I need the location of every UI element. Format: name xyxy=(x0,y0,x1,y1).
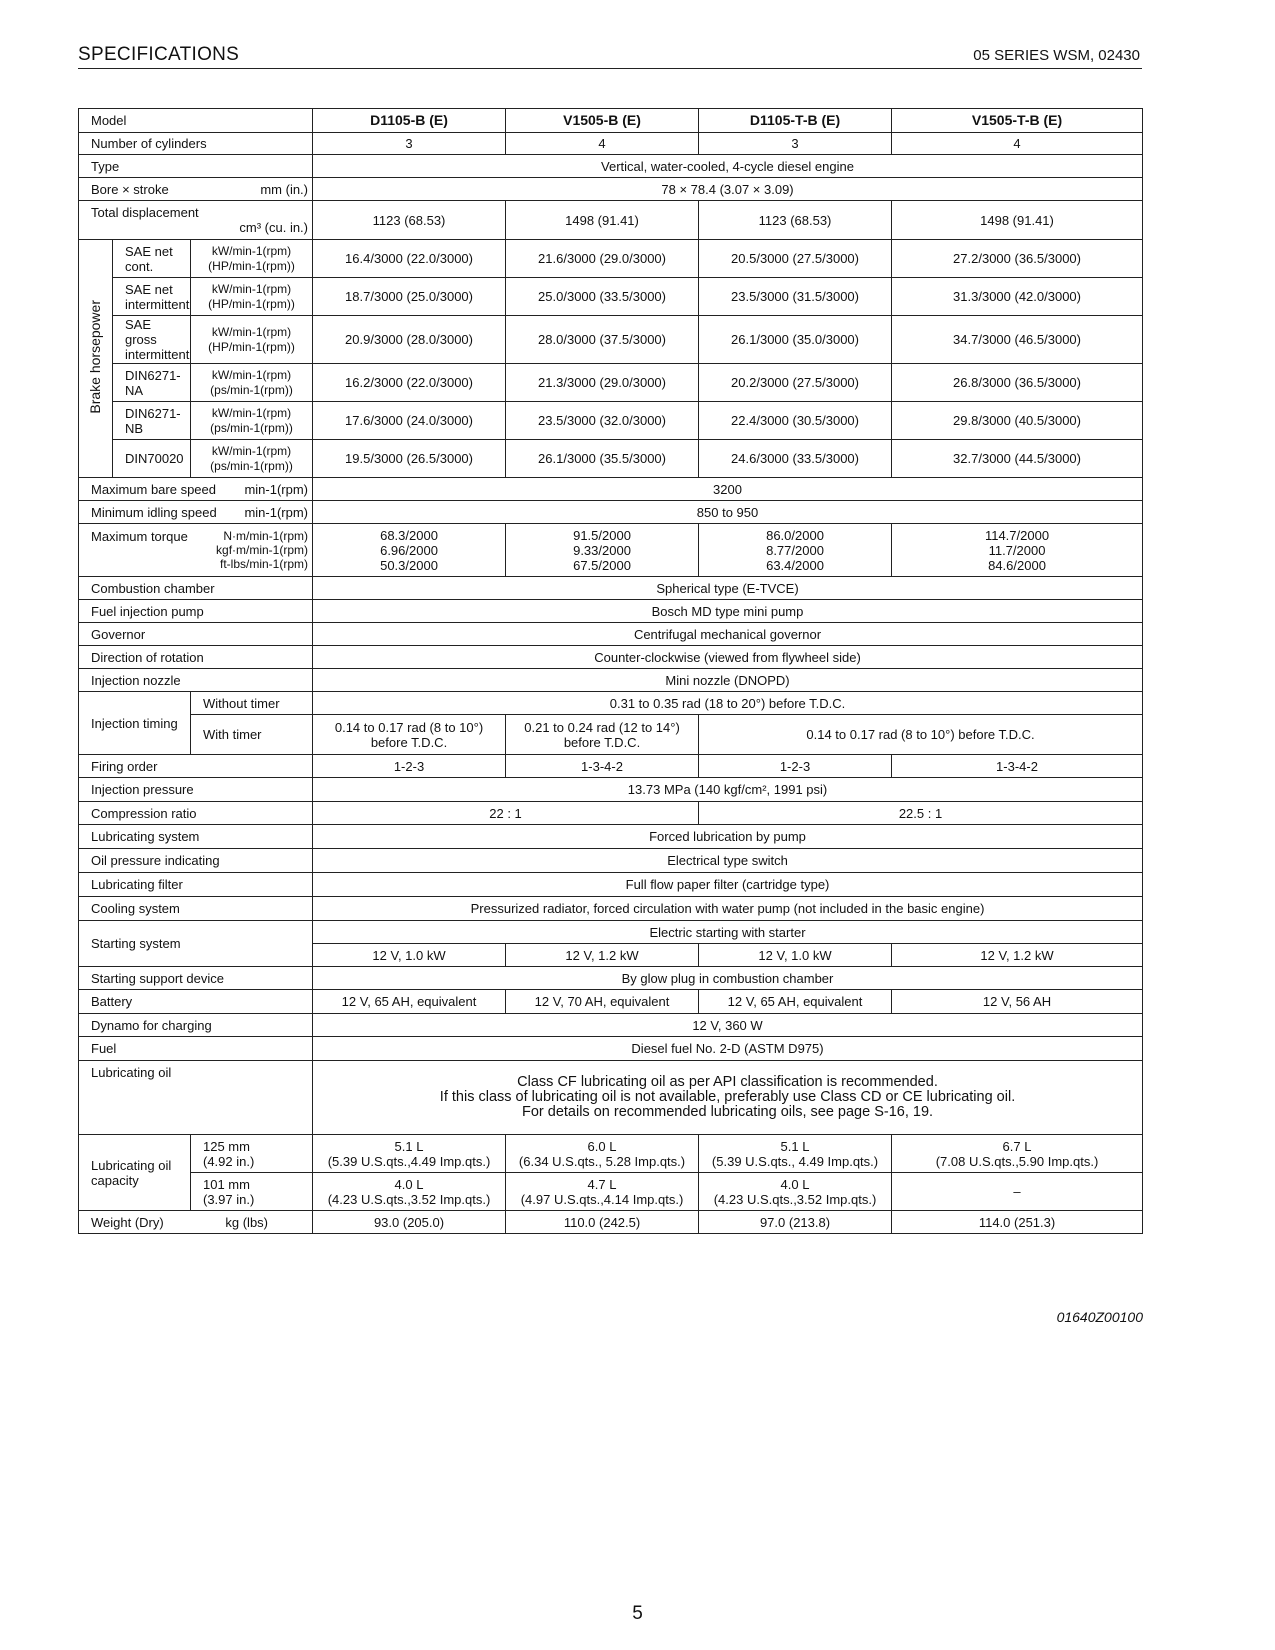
sub-label: 125 mm xyxy=(203,1138,250,1154)
spec-row xyxy=(79,577,1143,600)
value-cell: 1-3-4-2 xyxy=(506,755,699,778)
value-cell xyxy=(313,715,506,755)
value: 5.1 L xyxy=(780,1138,810,1154)
value-cell: Electrical type switch xyxy=(313,849,1143,873)
engine-specifications-table xyxy=(78,108,1143,1234)
unit-label: ft-lbs/min-1(rpm) xyxy=(220,557,309,571)
displacement-row xyxy=(79,201,1143,240)
injection-pressure-row xyxy=(79,778,1143,802)
sub-label: With timer xyxy=(191,715,313,755)
value-cell: 28.0/3000 (37.5/3000) xyxy=(506,316,699,364)
value-cell: 17.6/3000 (24.0/3000) xyxy=(313,402,506,440)
spec-row xyxy=(79,849,1143,873)
row-label: Fuel xyxy=(79,1037,313,1061)
bhp-type: DIN6271-NA xyxy=(113,364,191,402)
row-label: Battery xyxy=(79,990,313,1014)
value-cell: Spherical type (E-TVCE) xyxy=(313,577,1143,600)
value: (4.23 U.S.qts.,3.52 Imp.qts.) xyxy=(327,1191,491,1207)
unit-label: kg (lbs) xyxy=(225,1214,269,1230)
spec-row xyxy=(79,623,1143,646)
value-cell: Electric starting with starter xyxy=(313,921,1143,944)
value-cell: 32.7/3000 (44.5/3000) xyxy=(892,440,1143,478)
value-cell: 3200 xyxy=(313,478,1143,501)
value-cell: 20.2/3000 (27.5/3000) xyxy=(699,364,892,402)
value-cell: 18.7/3000 (25.0/3000) xyxy=(313,278,506,316)
sub-label xyxy=(191,1173,313,1211)
bhp-units xyxy=(191,364,313,402)
bore-row xyxy=(79,178,1143,201)
figure-reference-code: 01640Z00100 xyxy=(1056,1309,1143,1325)
value: 5.1 L xyxy=(394,1138,424,1154)
oil-capacity-row xyxy=(79,1173,1143,1211)
row-label: Bore × stroke xyxy=(91,181,169,197)
value: 114.7/2000 xyxy=(984,527,1050,543)
value-cell: 29.8/3000 (40.5/3000) xyxy=(892,402,1143,440)
capacity-cell xyxy=(506,1135,699,1173)
injection-timing-row xyxy=(79,692,1143,715)
bhp-row xyxy=(79,402,1143,440)
value: (7.08 U.S.qts.,5.90 Imp.qts.) xyxy=(935,1153,1099,1169)
unit-label: min-1(rpm) xyxy=(244,504,309,520)
sub-label: 101 mm xyxy=(203,1176,250,1192)
row-label: Injection nozzle xyxy=(79,669,313,692)
value: 6.96/2000 xyxy=(380,542,438,558)
value-cell: 22 : 1 xyxy=(313,802,699,825)
value-cell: 114.0 (251.3) xyxy=(892,1211,1143,1234)
unit-label: kW/min-1(rpm) xyxy=(211,243,292,258)
value-cell: 97.0 (213.8) xyxy=(699,1211,892,1234)
row-label xyxy=(79,1211,313,1234)
sub-label xyxy=(191,1135,313,1173)
row-label: Maximum bare speed xyxy=(91,481,216,497)
value-cell: Mini nozzle (DNOPD) xyxy=(313,669,1143,692)
value-cell: 12 V, 1.2 kW xyxy=(506,944,699,967)
bhp-type: DIN70020 xyxy=(113,440,191,478)
specifications-table-body xyxy=(79,109,1143,1234)
bhp-type: SAE gross intermittent xyxy=(113,316,191,364)
value: (6.34 U.S.qts., 5.28 Imp.qts.) xyxy=(518,1153,686,1169)
page-header xyxy=(78,44,1142,69)
value: before T.D.C. xyxy=(370,734,448,750)
value-cell: 12 V, 70 AH, equivalent xyxy=(506,990,699,1014)
value-cell: 19.5/3000 (26.5/3000) xyxy=(313,440,506,478)
bhp-units xyxy=(191,440,313,478)
value: 50.3/2000 xyxy=(380,557,438,573)
capacity-cell xyxy=(313,1173,506,1211)
value: – xyxy=(1013,1184,1021,1199)
value-cell: 12 V, 1.2 kW xyxy=(892,944,1143,967)
value: 86.0/2000 xyxy=(766,527,824,543)
lubricating-oil-note xyxy=(313,1061,1143,1135)
row-label: Maximum torque xyxy=(91,529,188,544)
bhp-row xyxy=(79,240,1143,278)
value-cell: 26.1/3000 (35.0/3000) xyxy=(699,316,892,364)
note-line: Class CF lubricating oil as per API classification is recommended. xyxy=(517,1074,938,1090)
type-row xyxy=(79,155,1143,178)
brake-horsepower-label: Brake horsepower xyxy=(87,300,103,414)
dynamo-row xyxy=(79,1014,1143,1037)
value-cell: 850 to 950 xyxy=(313,501,1143,524)
value-cell: By glow plug in combustion chamber xyxy=(313,967,1143,990)
value: 8.77/2000 xyxy=(766,542,824,558)
bhp-row xyxy=(79,278,1143,316)
model-header: D1105-B (E) xyxy=(313,109,506,133)
start-support-row xyxy=(79,967,1143,990)
unit-label: cm³ (cu. in.) xyxy=(239,220,309,235)
value-cell: 3 xyxy=(699,133,892,155)
value-cell: 1-2-3 xyxy=(313,755,506,778)
unit-label: (ps/min-1(rpm)) xyxy=(210,420,293,435)
unit-label: kW/min-1(rpm) xyxy=(211,281,292,296)
bhp-units xyxy=(191,316,313,364)
model-row xyxy=(79,109,1143,133)
value-cell: 3 xyxy=(313,133,506,155)
value-cell: 4 xyxy=(506,133,699,155)
row-label xyxy=(79,478,313,501)
bhp-row xyxy=(79,440,1143,478)
value-cell: 12 V, 65 AH, equivalent xyxy=(699,990,892,1014)
row-label xyxy=(79,524,313,577)
torque-cell xyxy=(699,524,892,577)
note-line: If this class of lubricating oil is not available, preferably use Class CD or CE lubricating oil. xyxy=(439,1089,1016,1105)
page-number: 5 xyxy=(632,1603,643,1624)
value-cell: Vertical, water-cooled, 4-cycle diesel engine xyxy=(313,155,1143,178)
value-cell: Forced lubrication by pump xyxy=(313,825,1143,849)
sub-label: (3.97 in.) xyxy=(203,1191,255,1207)
value-cell: 0.14 to 0.17 rad (8 to 10°) before T.D.C. xyxy=(699,715,1143,755)
sub-label: Without timer xyxy=(191,692,313,715)
row-label: Lubricating filter xyxy=(79,873,313,897)
row-label: Oil pressure indicating xyxy=(79,849,313,873)
row-label: Lubricating oil xyxy=(79,1061,313,1135)
bhp-type: SAE net cont. xyxy=(113,240,191,278)
value: 4.7 L xyxy=(587,1176,617,1192)
spec-row xyxy=(79,825,1143,849)
value-cell: 20.5/3000 (27.5/3000) xyxy=(699,240,892,278)
row-label: Starting system xyxy=(79,921,313,967)
row-label: Starting support device xyxy=(79,967,313,990)
bhp-type: DIN6271-NB xyxy=(113,402,191,440)
value-cell: 20.9/3000 (28.0/3000) xyxy=(313,316,506,364)
value-cell: 78 × 78.4 (3.07 × 3.09) xyxy=(313,178,1143,201)
fuel-row xyxy=(79,1037,1143,1061)
unit-label: min-1(rpm) xyxy=(244,481,309,497)
bhp-type: SAE net intermittent xyxy=(113,278,191,316)
row-label: Governor xyxy=(79,623,313,646)
row-label: Fuel injection pump xyxy=(79,600,313,623)
value-cell: 24.6/3000 (33.5/3000) xyxy=(699,440,892,478)
row-label xyxy=(79,178,313,201)
value: 11.7/2000 xyxy=(988,542,1046,558)
page-title: SPECIFICATIONS xyxy=(78,44,240,65)
value-cell: 23.5/3000 (32.0/3000) xyxy=(506,402,699,440)
value-cell: 31.3/3000 (42.0/3000) xyxy=(892,278,1143,316)
value: 91.5/2000 xyxy=(573,527,631,543)
compression-ratio-row xyxy=(79,802,1143,825)
max-bare-speed-row xyxy=(79,478,1143,501)
capacity-cell xyxy=(313,1135,506,1173)
capacity-cell xyxy=(892,1135,1143,1173)
value: 9.33/2000 xyxy=(573,542,631,558)
value: 4.0 L xyxy=(780,1176,810,1192)
value: 68.3/2000 xyxy=(380,527,438,543)
unit-label: kW/min-1(rpm) xyxy=(211,324,292,339)
value-cell: 21.6/3000 (29.0/3000) xyxy=(506,240,699,278)
value-cell: 16.4/3000 (22.0/3000) xyxy=(313,240,506,278)
capacity-cell xyxy=(892,1173,1143,1211)
unit-label: (HP/min-1(rpm)) xyxy=(208,296,295,311)
capacity-cell xyxy=(699,1173,892,1211)
value-cell: Centrifugal mechanical governor xyxy=(313,623,1143,646)
value-cell: 12 V, 360 W xyxy=(313,1014,1143,1037)
row-label: Injection timing xyxy=(79,692,191,755)
bhp-units xyxy=(191,278,313,316)
row-label: Weight (Dry) xyxy=(91,1214,164,1230)
value-cell: 1123 (68.53) xyxy=(313,201,506,240)
cylinders-row xyxy=(79,133,1143,155)
value: (5.39 U.S.qts., 4.49 Imp.qts.) xyxy=(711,1153,879,1169)
row-label: Lubricating system xyxy=(79,825,313,849)
value: before T.D.C. xyxy=(563,734,641,750)
value-cell: 34.7/3000 (46.5/3000) xyxy=(892,316,1143,364)
unit-label: N·m/min-1(rpm) xyxy=(223,529,309,543)
value-cell: 25.0/3000 (33.5/3000) xyxy=(506,278,699,316)
value-cell: 1498 (91.41) xyxy=(892,201,1143,240)
bhp-row xyxy=(79,316,1143,364)
capacity-cell xyxy=(506,1173,699,1211)
value: 0.21 to 0.24 rad (12 to 14°) xyxy=(524,719,680,735)
row-label: Direction of rotation xyxy=(79,646,313,669)
row-label: Number of cylinders xyxy=(79,133,313,155)
battery-row xyxy=(79,990,1143,1014)
oil-capacity-row xyxy=(79,1135,1143,1173)
firing-order-row xyxy=(79,755,1143,778)
torque-cell xyxy=(313,524,506,577)
unit-label: mm (in.) xyxy=(260,181,309,197)
value-cell: 23.5/3000 (31.5/3000) xyxy=(699,278,892,316)
lubricating-oil-row xyxy=(79,1061,1143,1135)
row-label: Model xyxy=(79,109,313,133)
value-cell: 4 xyxy=(892,133,1143,155)
value-cell: 27.2/3000 (36.5/3000) xyxy=(892,240,1143,278)
row-label xyxy=(79,201,313,240)
value-cell: 22.4/3000 (30.5/3000) xyxy=(699,402,892,440)
note-line: For details on recommended lubricating oils, see page S-16, 19. xyxy=(521,1104,934,1120)
max-torque-row xyxy=(79,524,1143,577)
value-cell: Pressurized radiator, forced circulation with water pump (not included in the basic engine) xyxy=(313,897,1143,921)
row-label: Type xyxy=(79,155,313,178)
torque-cell xyxy=(892,524,1143,577)
value-cell: 1123 (68.53) xyxy=(699,201,892,240)
spec-row xyxy=(79,873,1143,897)
torque-cell xyxy=(506,524,699,577)
bhp-row xyxy=(79,364,1143,402)
min-idling-speed-row xyxy=(79,501,1143,524)
unit-label: kgf·m/min-1(rpm) xyxy=(216,543,309,557)
value-cell: 26.8/3000 (36.5/3000) xyxy=(892,364,1143,402)
row-label: Lubricating oil capacity xyxy=(79,1135,191,1211)
spec-row xyxy=(79,600,1143,623)
value: 6.7 L xyxy=(1002,1138,1032,1154)
spec-row xyxy=(79,897,1143,921)
value-cell: 21.3/3000 (29.0/3000) xyxy=(506,364,699,402)
value-cell: 26.1/3000 (35.5/3000) xyxy=(506,440,699,478)
model-header: D1105-T-B (E) xyxy=(699,109,892,133)
value-cell: 1-3-4-2 xyxy=(892,755,1143,778)
value: 63.4/2000 xyxy=(766,557,824,573)
row-label xyxy=(79,501,313,524)
value-cell: 22.5 : 1 xyxy=(699,802,1143,825)
value: (4.23 U.S.qts.,3.52 Imp.qts.) xyxy=(713,1191,877,1207)
unit-label: kW/min-1(rpm) xyxy=(211,367,292,382)
brake-horsepower-group xyxy=(79,240,113,478)
row-label: Injection pressure xyxy=(79,778,313,802)
starting-system-row xyxy=(79,921,1143,944)
unit-label: (ps/min-1(rpm)) xyxy=(210,382,293,397)
unit-label: (HP/min-1(rpm)) xyxy=(208,258,295,273)
value-cell: Diesel fuel No. 2-D (ASTM D975) xyxy=(313,1037,1143,1061)
value-cell: Counter-clockwise (viewed from flywheel side) xyxy=(313,646,1143,669)
value-cell: Bosch MD type mini pump xyxy=(313,600,1143,623)
bhp-units xyxy=(191,240,313,278)
value-cell: 16.2/3000 (22.0/3000) xyxy=(313,364,506,402)
value: 4.0 L xyxy=(394,1176,424,1192)
value: 0.14 to 0.17 rad (8 to 10°) xyxy=(334,719,484,735)
value: 6.0 L xyxy=(587,1138,617,1154)
row-label: Combustion chamber xyxy=(79,577,313,600)
value-cell: Full flow paper filter (cartridge type) xyxy=(313,873,1143,897)
spec-row xyxy=(79,646,1143,669)
model-header: V1505-T-B (E) xyxy=(892,109,1143,133)
value: 67.5/2000 xyxy=(573,557,631,573)
value-cell: 1498 (91.41) xyxy=(506,201,699,240)
row-label: Total displacement xyxy=(91,205,199,220)
unit-label: (HP/min-1(rpm)) xyxy=(208,339,295,354)
row-label: Cooling system xyxy=(79,897,313,921)
value-cell: 12 V, 1.0 kW xyxy=(313,944,506,967)
bhp-units xyxy=(191,402,313,440)
weight-row xyxy=(79,1211,1143,1234)
value-cell: 93.0 (205.0) xyxy=(313,1211,506,1234)
capacity-cell xyxy=(699,1135,892,1173)
unit-label: kW/min-1(rpm) xyxy=(211,405,292,420)
value-cell: 12 V, 56 AH xyxy=(892,990,1143,1014)
value-cell: 110.0 (242.5) xyxy=(506,1211,699,1234)
injection-timing-row xyxy=(79,715,1143,755)
value-cell: 1-2-3 xyxy=(699,755,892,778)
row-label: Compression ratio xyxy=(79,802,313,825)
value: (5.39 U.S.qts.,4.49 Imp.qts.) xyxy=(327,1153,491,1169)
model-header: V1505-B (E) xyxy=(506,109,699,133)
unit-label: kW/min-1(rpm) xyxy=(211,443,292,458)
value-cell: 12 V, 65 AH, equivalent xyxy=(313,990,506,1014)
value-cell: 0.31 to 0.35 rad (18 to 20°) before T.D.C. xyxy=(313,692,1143,715)
manual-reference: 05 SERIES WSM, 02430 xyxy=(973,47,1140,64)
value-cell xyxy=(506,715,699,755)
sub-label: (4.92 in.) xyxy=(203,1153,255,1169)
row-label: Dynamo for charging xyxy=(79,1014,313,1037)
row-label: Minimum idling speed xyxy=(91,504,217,520)
unit-label: (ps/min-1(rpm)) xyxy=(210,458,293,473)
value: 84.6/2000 xyxy=(988,557,1046,573)
value: (4.97 U.S.qts.,4.14 Imp.qts.) xyxy=(520,1191,684,1207)
row-label: Firing order xyxy=(79,755,313,778)
value-cell: 13.73 MPa (140 kgf/cm², 1991 psi) xyxy=(313,778,1143,802)
value-cell: 12 V, 1.0 kW xyxy=(699,944,892,967)
spec-row xyxy=(79,669,1143,692)
